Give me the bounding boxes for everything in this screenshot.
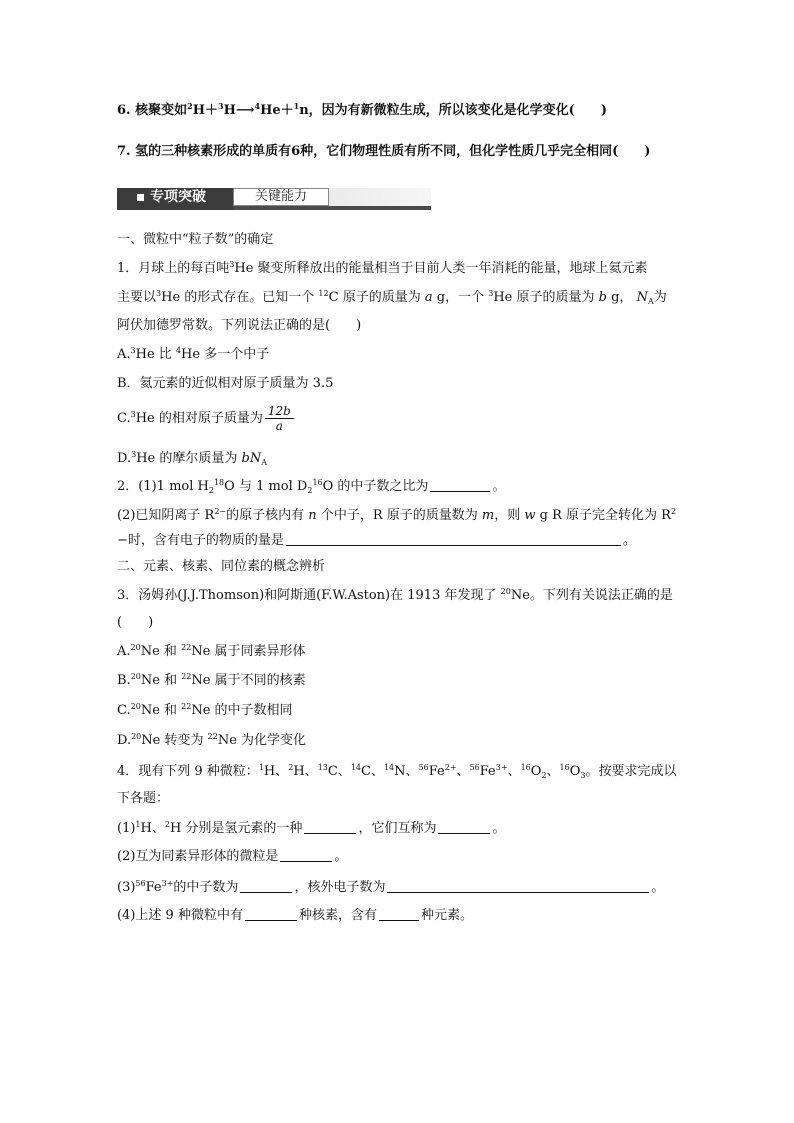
p3-option-a xyxy=(117,643,305,661)
answer-blank[interactable] xyxy=(438,820,490,834)
mass-number: 16 xyxy=(312,478,323,487)
mass-number: 3 xyxy=(229,260,235,269)
q6-reaction: H⟶ xyxy=(223,103,255,118)
p4-q3 xyxy=(117,879,664,897)
p1-line2 xyxy=(117,289,667,307)
mass-number: 20 xyxy=(130,643,141,652)
p1-line3: 阿伏加德罗常数。下列说法正确的是( ) xyxy=(117,318,362,333)
p4-q2 xyxy=(117,848,347,866)
mass-number: 3 xyxy=(130,410,136,419)
option-label: D. xyxy=(117,451,132,466)
p2-text: g R 原子完全转化为 R xyxy=(539,508,671,523)
var-n: n xyxy=(308,508,317,523)
p4-text: ，核外电子数为 xyxy=(294,880,386,895)
option-text: Ne 属于同素异形体 xyxy=(191,644,306,659)
p4-text: 4．现有下列 9 种微粒： xyxy=(117,764,259,779)
mass-number: 56 xyxy=(469,763,480,772)
answer-blank[interactable] xyxy=(240,879,292,893)
mass-number: 14 xyxy=(350,763,362,772)
mass-number: 4 xyxy=(254,101,261,111)
answer-blank[interactable] xyxy=(304,820,356,834)
var-m: m xyxy=(481,508,495,523)
p3-text: 3．汤姆孙(J.J.Thomson)和阿斯通(F.W.Aston)在 1913 年发现了 xyxy=(117,588,497,603)
option-text: He 的摩尔质量为 xyxy=(136,451,238,466)
var-w: w xyxy=(524,508,536,523)
mass-number: 16 xyxy=(559,763,570,772)
option-text: Ne 和 xyxy=(140,673,182,688)
p1-line1 xyxy=(117,260,648,278)
q6-reaction: H＋ xyxy=(192,103,218,118)
mass-number: 20 xyxy=(500,587,511,596)
p2-text: ，则 xyxy=(494,508,521,523)
q6-number: 6. xyxy=(117,103,131,118)
p3-line2: ( ) xyxy=(117,615,154,630)
particle: 、 xyxy=(456,764,470,779)
q6-reaction: He＋ xyxy=(260,103,294,118)
p2-text: (2)已知阴离子 R xyxy=(117,508,215,523)
particle: C、 xyxy=(361,764,384,779)
mass-number: 20 xyxy=(131,732,142,741)
p4-q1 xyxy=(117,820,505,838)
mass-number: 3 xyxy=(218,101,224,111)
particle: Fe xyxy=(428,764,445,779)
q6-text: 核聚变如 xyxy=(135,103,188,118)
option-label: A. xyxy=(117,644,131,659)
subscript: 2 xyxy=(307,486,313,495)
p1-text: 1．月球上的每百吨 xyxy=(117,261,230,276)
option-text: Ne 属于不同的核素 xyxy=(191,673,306,688)
var-b: b xyxy=(241,451,250,466)
subscript: 2 xyxy=(541,771,547,780)
p4-text: (3) xyxy=(117,880,136,895)
answer-blank[interactable] xyxy=(430,478,490,492)
section-heading: 二、元素、核素、同位素的概念辨析 xyxy=(117,559,326,574)
p1-text: He 聚变所释放出的能量相当于目前人类一年消耗的能量，地球上氦元素 xyxy=(234,261,648,276)
mass-number: 1 xyxy=(293,101,300,111)
subscript: A xyxy=(647,297,654,306)
mass-number: 4 xyxy=(175,346,182,355)
fraction-numerator: 12b xyxy=(265,404,294,419)
mass-number: 56 xyxy=(418,763,429,772)
p3-line1 xyxy=(117,587,673,605)
p2-text: 2．(1)1 mol H xyxy=(117,479,209,494)
section-heading: 一、微粒中“粒子数”的确定 xyxy=(117,232,274,247)
q6-reaction: n，因为有新微粒生成，所以该变化是化学变化( ) xyxy=(299,103,607,118)
answer-blank[interactable] xyxy=(379,907,419,921)
p1-option-a xyxy=(117,346,269,364)
option-text: He 的相对原子质量为 xyxy=(135,411,263,426)
p2-line3 xyxy=(117,532,636,550)
answer-blank[interactable] xyxy=(245,907,297,921)
particle: O xyxy=(569,764,581,779)
p3-option-c xyxy=(117,702,293,720)
option-text: Ne 为化学变化 xyxy=(217,733,307,748)
p3-option-d xyxy=(117,732,306,750)
p2-text: 的原子核内有 xyxy=(226,508,305,523)
p2-text: O 的中子数之比为 xyxy=(322,479,429,494)
fraction xyxy=(265,404,294,433)
charge: 2− xyxy=(214,507,227,516)
p1-text: g， xyxy=(611,290,633,305)
option-text: He 多一个中子 xyxy=(181,347,270,362)
mass-number: 12 xyxy=(318,289,329,298)
p4-text: Fe xyxy=(145,880,162,895)
particle: 。按要求完成以 xyxy=(585,764,677,779)
p4-text: 。 xyxy=(651,880,665,895)
p2-text: 。 xyxy=(622,533,636,548)
p1-text: C 原子的质量为 xyxy=(328,290,421,305)
particle: Fe xyxy=(479,764,496,779)
answer-blank[interactable] xyxy=(280,848,332,862)
mass-number: 22 xyxy=(181,643,192,652)
subscript: A xyxy=(261,458,267,467)
mass-number: 3 xyxy=(156,289,162,298)
p2-line2 xyxy=(117,507,676,525)
p1-text: 主要以 xyxy=(117,290,157,305)
mass-number: 1 xyxy=(258,763,264,772)
mass-number: 3 xyxy=(488,289,494,298)
particle: H、 xyxy=(263,764,289,779)
p1-option-d xyxy=(117,450,267,468)
option-text: Ne 和 xyxy=(140,644,177,659)
p2-text: O 与 1 mol D xyxy=(224,479,308,494)
p2-text: 个中子，R 原子的质量数为 xyxy=(320,508,478,523)
mass-number: 2 xyxy=(187,101,193,111)
particle: N、 xyxy=(394,764,419,779)
p4-text: H、 xyxy=(140,821,165,836)
mass-number: 16 xyxy=(520,763,531,772)
p4-text: 的中子数为 xyxy=(173,880,239,895)
option-label: C. xyxy=(117,411,131,426)
p1-text: g，一个 xyxy=(436,290,485,305)
option-text: Ne 转变为 xyxy=(141,733,204,748)
section-banner xyxy=(117,188,431,210)
charge: 3+ xyxy=(161,879,174,888)
option-label: C. xyxy=(117,703,131,718)
banner-subtitle: 关键能力 xyxy=(233,188,329,206)
option-label: B. xyxy=(117,673,131,688)
var-n: N xyxy=(249,451,262,466)
p4-text: 。 xyxy=(334,849,348,864)
p2-text: − xyxy=(117,533,128,548)
mass-number: 14 xyxy=(383,763,395,772)
particle: 、 xyxy=(546,764,560,779)
mass-number: 22 xyxy=(181,672,192,681)
charge: 2 xyxy=(670,507,677,516)
var-b: b xyxy=(598,290,607,305)
mass-number: 22 xyxy=(181,702,192,711)
p1-text: 为 xyxy=(653,290,667,305)
particle: H、 xyxy=(293,764,318,779)
option-label: A. xyxy=(117,347,131,362)
var-a: a xyxy=(424,290,433,305)
p3-option-b xyxy=(117,672,306,690)
mass-number: 13 xyxy=(317,763,328,772)
charge: 3+ xyxy=(495,763,508,772)
subscript: 2 xyxy=(208,486,214,495)
subscript: 3 xyxy=(580,771,586,780)
particle: C、 xyxy=(327,764,351,779)
q6-line xyxy=(117,102,607,120)
p2-text: 时，含有电子的物质的量是 xyxy=(127,533,284,548)
p4-text: 种核素，含有 xyxy=(298,908,377,923)
mass-number: 20 xyxy=(130,702,141,711)
square-bullet-icon xyxy=(137,194,144,201)
mass-number: 22 xyxy=(207,732,218,741)
option-text: Ne 的中子数相同 xyxy=(191,703,293,718)
q7-line: 7. 氢的三种核素形成的单质有6种，它们物理性质有所不同，但化学性质几乎完全相同( ) xyxy=(117,144,651,159)
p1-text: He 的形式存在。已知一个 xyxy=(161,290,315,305)
var-n: N xyxy=(636,290,648,305)
p4-text: (2)互为同素异形体的微粒是 xyxy=(117,849,279,864)
mass-number: 3 xyxy=(130,346,136,355)
p4-q4 xyxy=(117,907,473,925)
p4-text: H 分别是氢元素的一种 xyxy=(169,821,303,836)
particle: O xyxy=(530,764,542,779)
mass-number: 20 xyxy=(130,672,141,681)
charge: 2+ xyxy=(444,763,457,772)
mass-number: 56 xyxy=(135,879,146,888)
mass-number: 2 xyxy=(164,820,170,829)
fraction-denominator: a xyxy=(275,419,283,433)
p2-text: 。 xyxy=(492,479,506,494)
p4-text: 种元素。 xyxy=(420,908,473,923)
mass-number: 2 xyxy=(288,763,294,772)
p1-option-b: B．氦元素的近似相对原子质量为 3.5 xyxy=(117,376,334,391)
option-label: D. xyxy=(117,733,132,748)
answer-blank[interactable] xyxy=(387,879,649,893)
p1-option-c xyxy=(117,404,294,434)
mass-number: 1 xyxy=(135,820,141,829)
p4-line2: 下各题： xyxy=(117,791,170,806)
p1-text: He 原子的质量为 xyxy=(493,290,595,305)
p3-text: Ne。下列有关说法正确的是 xyxy=(510,588,673,603)
mass-number: 18 xyxy=(213,478,225,487)
banner-title: 专项突破 xyxy=(150,189,206,205)
option-text: He 比 xyxy=(135,347,172,362)
p4-line1 xyxy=(117,763,677,781)
mass-number: 3 xyxy=(131,450,137,459)
p4-text: 。 xyxy=(492,821,506,836)
p2-line1 xyxy=(117,478,505,496)
answer-blank[interactable] xyxy=(286,532,621,546)
option-text: Ne 和 xyxy=(140,703,178,718)
p4-text: (4)上述 9 种微粒中有 xyxy=(117,908,243,923)
p4-text: ，它们互称为 xyxy=(358,821,437,836)
particle: 、 xyxy=(507,764,521,779)
p4-text: (1) xyxy=(117,821,136,836)
